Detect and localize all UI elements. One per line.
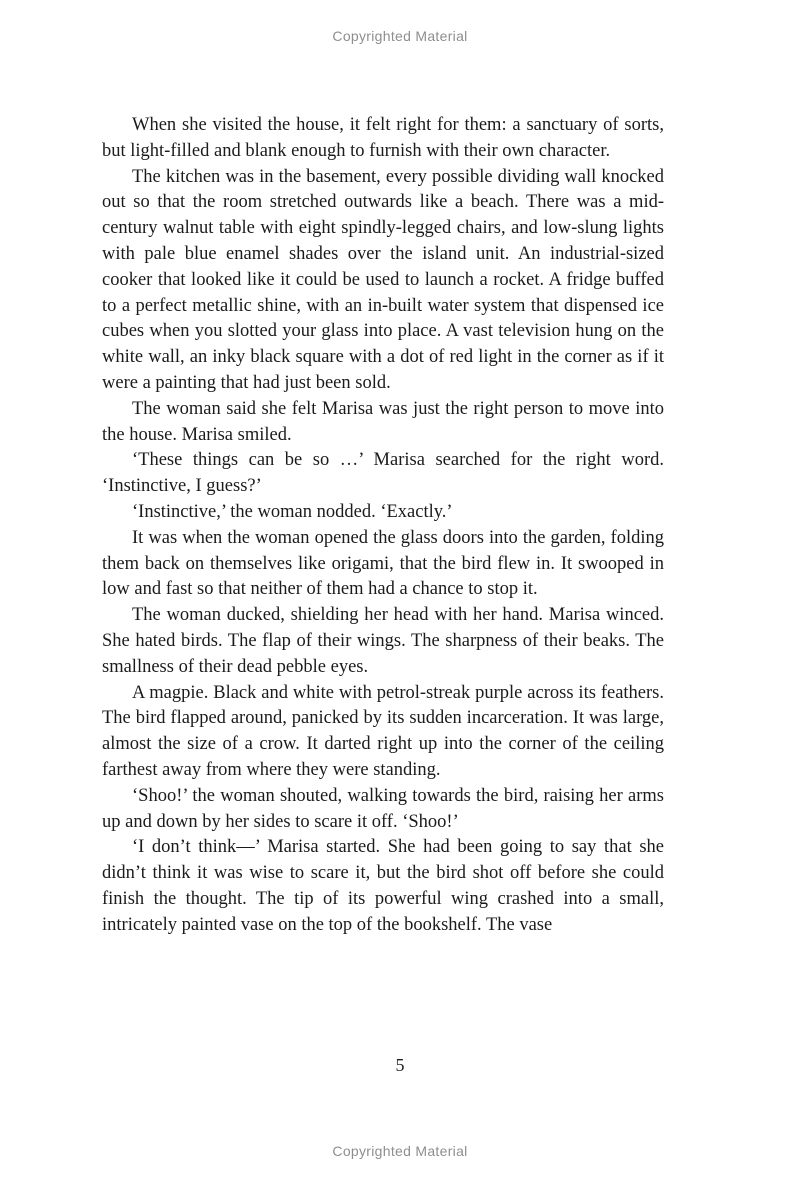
paragraph: It was when the woman opened the glass doors into the garden, folding them back on themselves like origami, that the bird flew in. It swooped in low and fast so that neither of them had a chance to stop it. [102,527,664,600]
paragraph: When she visited the house, it felt right for them: a sanctuary of sorts, but light-filled and blank enough to furnish with their own character. [102,115,664,161]
paragraph: The woman said she felt Marisa was just the right person to move into the house. Marisa smiled. [102,398,664,445]
paragraph: ‘These things can be so …’ Marisa searched for the right word. ‘Instinctive, I guess?’ [102,450,664,497]
footer-copyright-notice: Copyrighted Material [332,1143,468,1159]
paragraph: ‘Shoo!’ the woman shouted, walking towards the bird, raising her arms up and down by her sides to scare it off. ‘Shoo!’ [102,785,664,832]
page-number: 5 [395,1055,405,1075]
paragraph: ‘I don’t think—’ Marisa started. She had been going to say that she didn’t think it was wise to scare it, but the bird shot off before she could finish the thought. The tip of its powerful wing crashed into a small, intricately painted vase on the top of the bookshelf. The vase [102,837,664,935]
paragraph: The woman ducked, shielding her head with her hand. Marisa winced. She hated birds. The flap of their wings. The sharpness of their beaks. The smallness of their dead pebble eyes. [102,605,664,677]
paragraph: ‘Instinctive,’ the woman nodded. ‘Exactly.’ [132,501,453,522]
page-body [102,113,664,939]
header-copyright-notice: Copyrighted Material [332,28,468,44]
paragraph: A magpie. Black and white with petrol-streak purple across its feathers. The bird flapped around, panicked by its sudden incarceration. It was large, almost the size of a crow. It darted right up into the corner of the ceiling farthest away from where they were standing. [102,682,664,780]
paragraph: The kitchen was in the basement, every possible dividing wall knocked out so that the room stretched outwards like a beach. There was a mid-century walnut table with eight spindly-legged chairs, and low-slung lights with pale blue enamel shades over the island unit. An industrial-sized cooker that looked like it could be used to launch a rocket. A fridge buffed to a perfect metallic shine, with an in-built water system that dispensed ice cubes when you slotted your glass into place. A vast television hung on the white wall, an inky black square with a dot of red light in the corner as if it were a painting that had just been sold. [102,166,664,393]
